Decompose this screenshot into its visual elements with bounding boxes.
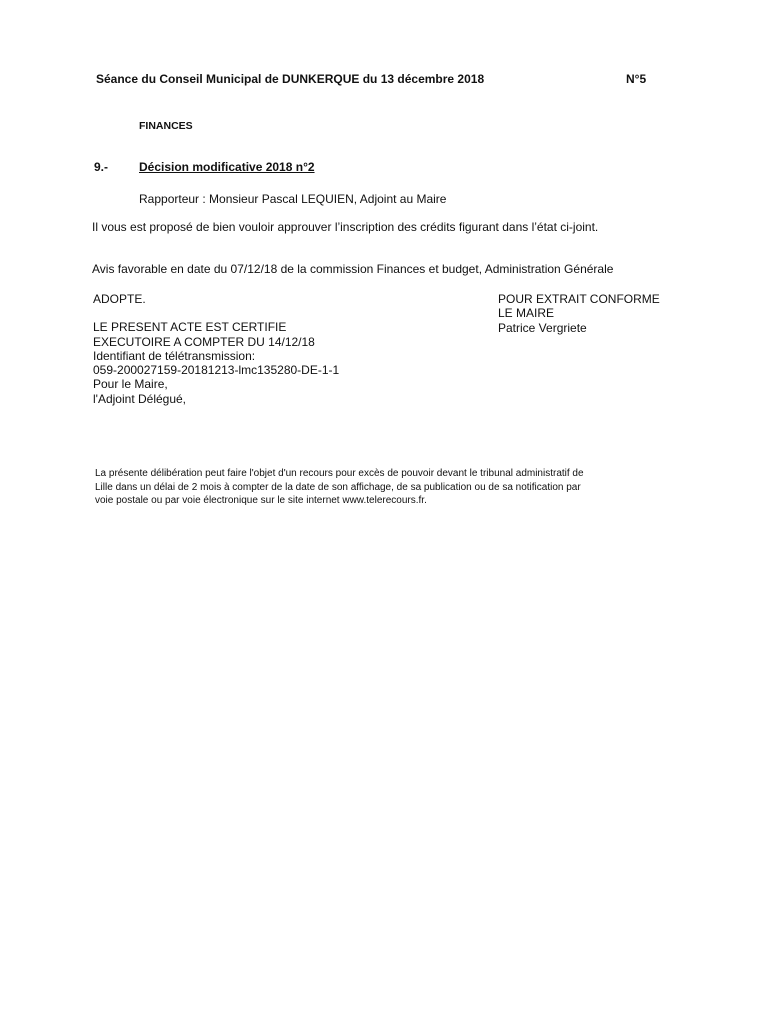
rapporteur-line: Rapporteur : Monsieur Pascal LEQUIEN, Adjoint au Maire — [139, 192, 447, 206]
certified-line-1: LE PRESENT ACTE EST CERTIFIE — [93, 320, 287, 335]
commission-opinion: Avis favorable en date du 07/12/18 de la commission Finances et budget, Administration Générale — [92, 262, 614, 276]
deliberation-number: N°5 — [626, 72, 647, 86]
transmission-id-value: 059-200027159-20181213-lmc135280-DE-1-1 — [93, 363, 340, 378]
deputy-delegate: l'Adjoint Délégué, — [93, 391, 187, 406]
appeal-notice — [95, 467, 685, 508]
proposal-text: Il vous est proposé de bien vouloir approuver l’inscription des crédits figurant dans l’état ci-joint. — [92, 220, 599, 234]
spacer — [93, 306, 339, 320]
for-the-mayor: Pour le Maire, — [93, 377, 168, 392]
adoption-block — [93, 292, 339, 406]
section-heading: FINANCES — [139, 120, 193, 132]
transmission-id-label: Identifiant de télétransmission: — [93, 348, 256, 363]
adopted-label: ADOPTE. — [93, 292, 146, 306]
notice-line-3: voie postale ou par voie électronique sur le site internet www.telerecours.fr. — [95, 495, 427, 506]
item-number: 9.- — [94, 160, 109, 174]
signature-block — [498, 292, 660, 335]
notice-line-2: Lille dans un délai de 2 mois à compter de la date de son affichage, de sa publication ou de sa notification par — [95, 481, 581, 493]
session-title: Séance du Conseil Municipal de DUNKERQUE du 13 décembre 2018 — [96, 72, 485, 86]
notice-line-1: La présente délibération peut faire l'objet d'un recours pour excès de pouvoir devant le tribunal administratif de — [95, 468, 584, 479]
certified-line-2: EXECUTOIRE A COMPTER DU 14/12/18 — [93, 334, 315, 349]
item-title: Décision modificative 2018 n°2 — [139, 160, 315, 174]
mayor-name: Patrice Vergriete — [498, 320, 587, 335]
mayor-title: LE MAIRE — [498, 306, 555, 321]
certified-extract: POUR EXTRAIT CONFORME — [498, 292, 660, 306]
